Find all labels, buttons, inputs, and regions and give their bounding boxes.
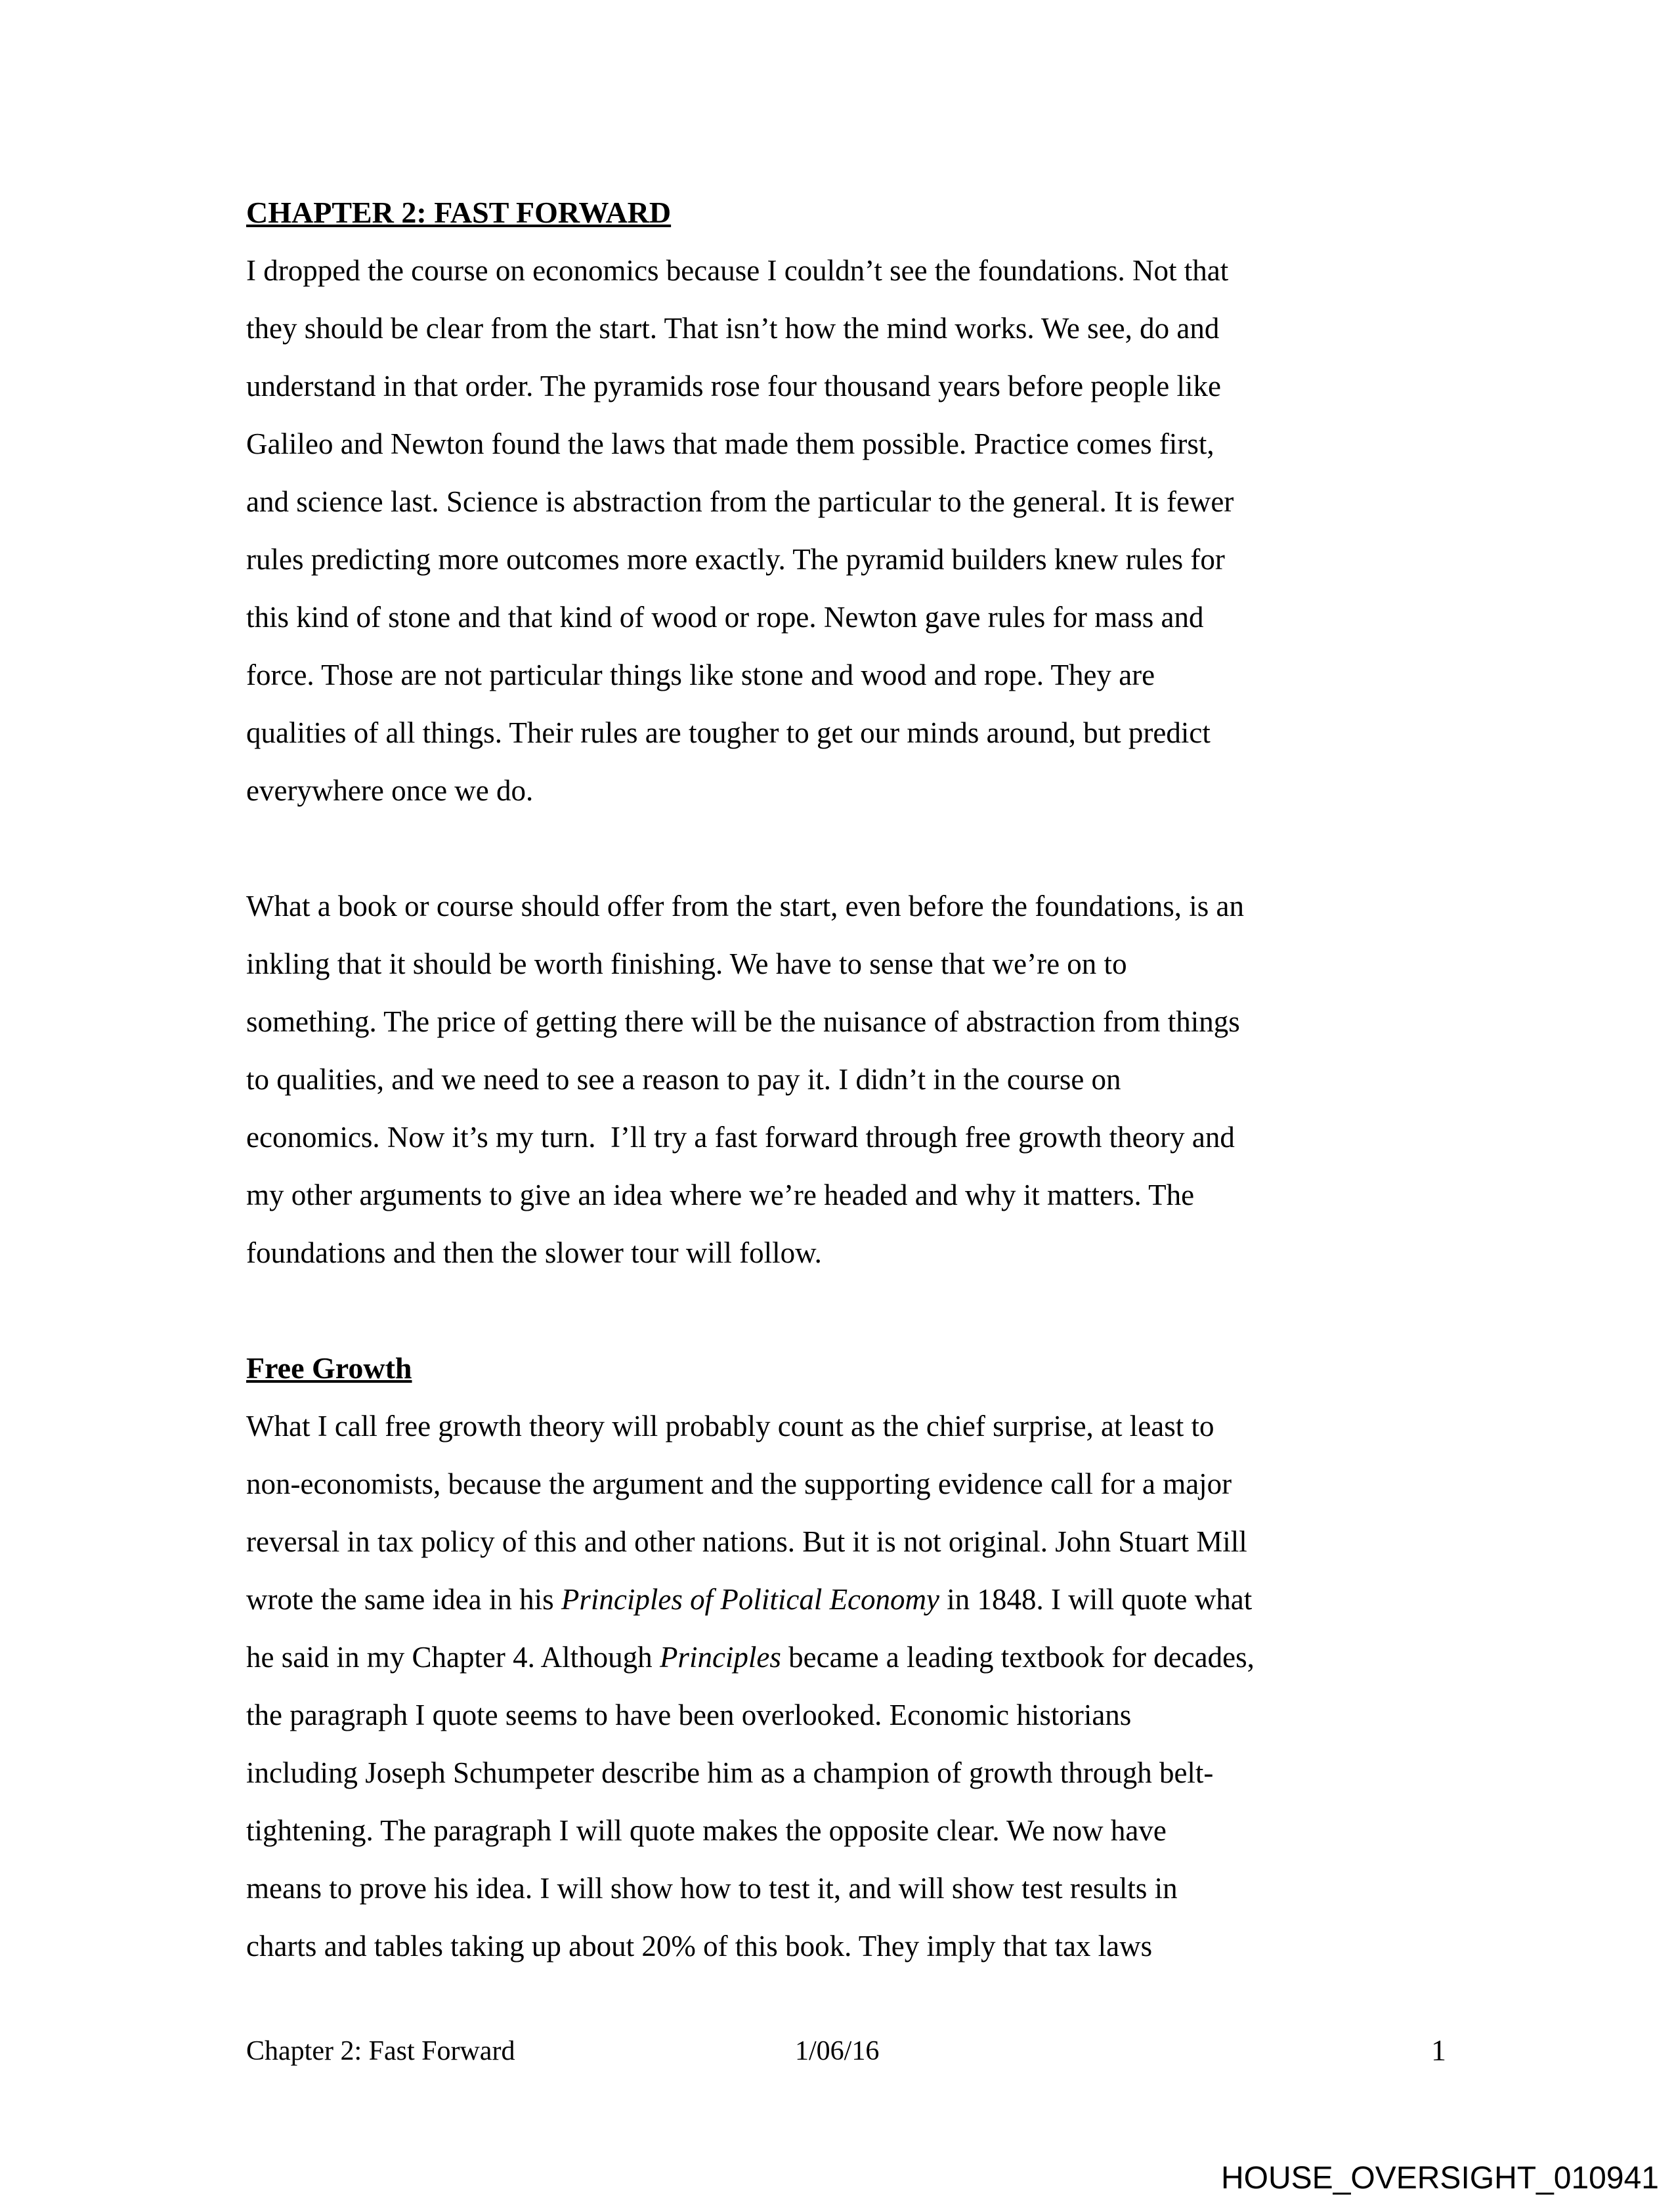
text-line: qualities of all things. Their rules are tougher to get our minds around, but predict: [246, 716, 1211, 749]
text-line: charts and tables taking up about 20% of this book. They imply that tax laws: [246, 1930, 1153, 1963]
paragraph-2: [246, 877, 1428, 1282]
text-line: he said in my Chapter 4. Although Principles became a leading textbook for decades,: [246, 1641, 1255, 1674]
paragraph-3: [246, 1397, 1428, 1975]
text-line: everywhere once we do.: [246, 774, 534, 807]
text-line: my other arguments to give an idea where we’re headed and why it matters. The: [246, 1179, 1195, 1211]
text-line: including Joseph Schumpeter describe him as a champion of growth through belt-: [246, 1756, 1214, 1789]
text-line: and science last. Science is abstraction from the particular to the general. It is fewer: [246, 485, 1234, 518]
text-line: tightening. The paragraph I will quote makes the opposite clear. We now have: [246, 1814, 1167, 1847]
text-line: inkling that it should be worth finishing. We have to sense that we’re on to: [246, 947, 1127, 980]
text-line: reversal in tax policy of this and other nations. But it is not original. John Stuart Mill: [246, 1525, 1247, 1558]
text-line: Galileo and Newton found the laws that made them possible. Practice comes first,: [246, 427, 1214, 460]
document-content: [246, 184, 1428, 1975]
text-line: the paragraph I quote seems to have been overlooked. Economic historians: [246, 1699, 1132, 1731]
text-line: non-economists, because the argument and the supporting evidence call for a major: [246, 1467, 1232, 1500]
chapter-heading: CHAPTER 2: FAST FORWARD: [246, 196, 672, 229]
text-line: means to prove his idea. I will show how to test it, and will show test results in: [246, 1872, 1178, 1905]
bates-stamp: HOUSE_OVERSIGHT_010941: [1221, 2161, 1659, 2196]
text-line: wrote the same idea in his Principles of Political Economy in 1848. I will quote what: [246, 1583, 1253, 1616]
text-line: they should be clear from the start. That isn’t how the mind works. We see, do and: [246, 312, 1220, 345]
text-line: this kind of stone and that kind of wood or rope. Newton gave rules for mass and: [246, 601, 1204, 634]
text-line: force. Those are not particular things like stone and wood and rope. They are: [246, 659, 1155, 691]
text-line: something. The price of getting there will be the nuisance of abstraction from things: [246, 1005, 1240, 1038]
text-line: What I call free growth theory will probably count as the chief surprise, at least to: [246, 1410, 1214, 1442]
section-heading: Free Growth: [246, 1351, 412, 1385]
text-line: rules predicting more outcomes more exactly. The pyramid builders knew rules for: [246, 543, 1225, 576]
text-line: understand in that order. The pyramids rose four thousand years before people like: [246, 370, 1221, 402]
text-line: economics. Now it’s my turn. I’ll try a fast forward through free growth theory and: [246, 1121, 1235, 1154]
text-line: foundations and then the slower tour will follow.: [246, 1236, 822, 1269]
text-line: to qualities, and we need to see a reason to pay it. I didn’t in the course on: [246, 1063, 1121, 1096]
footer-chapter-label: Chapter 2: Fast Forward: [246, 2036, 515, 2066]
text-line: I dropped the course on economics because I couldn’t see the foundations. Not that: [246, 254, 1229, 287]
footer-date: 1/06/16: [795, 2036, 880, 2066]
text-line: What a book or course should offer from the start, even before the foundations, is an: [246, 890, 1244, 922]
footer-page-number: 1: [1431, 2033, 1446, 2067]
paragraph-1: [246, 242, 1428, 819]
